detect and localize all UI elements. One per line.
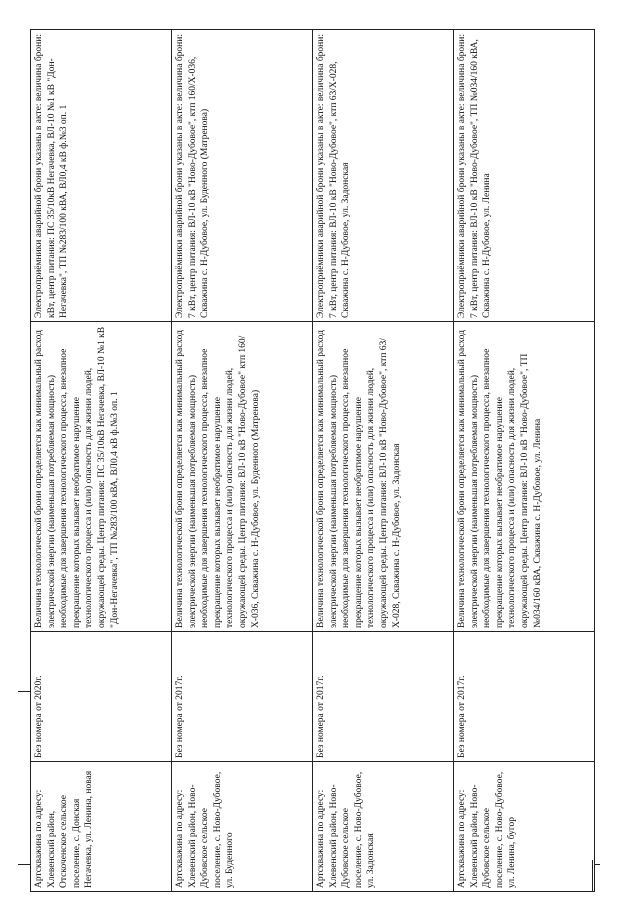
cell-emergency-reserve: Электроприёмники аварийной брони указаны в акте: величина брони: кВт, центр питания: ПС 35/10кВ Негачевка, ВЛ-10 №1 кВ "Дон-Негачевка", ТП №283/100 кВА, ВЛ0,4 кВ ф.№3 оп. 1 [31, 30, 172, 322]
cell-object: Артскважина по адресу: Хлевенский район, Отскоченское сельское поселение, с. Донская Негачевка, ул. Ленина, новая [31, 762, 172, 892]
cell-number: Без номера от 2017г. [172, 632, 313, 762]
margin-rule-2 [18, 864, 30, 865]
table-row [313, 30, 454, 892]
rotated-table-wrapper [30, 30, 594, 892]
cell-emergency-reserve: Электроприёмники аварийной брони указаны в акте: величина брони: 7 кВт, центр питания: ВЛ-10 кВ "Ново-Дубовое", ктп 63/Х-028, Скважина с. Н-Дубовое, ул. Задонская [313, 30, 454, 322]
cell-object: Артскважина по адресу: Хлевенский район, Ново-Дубовское сельское поселение, с. Ново-Дубовое, ул. Задонская [313, 762, 454, 892]
cell-tech-reserve: Величина технологической брони определяется как минимальный расход электрической энергии (наименьшая потребляемая мощность) необходимые для завершения технологического процесса, внезапное прекращение которых вызывает необратимое нарушение технологического процесса и (или) опасность для жизни людей, окружающей среды. Центр питания: ВЛ-10 кВ "Ново-Дубовое", ТП №034/160 кВА, Скважина с. Н-Дубовое, ул. Ленина [454, 322, 595, 632]
reserve-table [30, 29, 595, 892]
cell-emergency-reserve: Электроприёмники аварийной брони указаны в акте: величина брони: 7 кВт, центр питания: ВЛ-10 кВ "Ново-Дубовое", ктп 160/Х-036, Скважина с. Н-Дубовое, ул. Буденного (Матренова) [172, 30, 313, 322]
cell-tech-reserve: Величина технологической брони определяется как минимальный расход электрической энергии (наименьшая потребляемая мощность) необходимые для завершения технологического процесса, внезапное прекращение которых вызывает необратимое нарушение технологического процесса и (или) опасность для жизни людей, окружающей среды. Центр питания: ВЛ-10 кВ "Ново-Дубовое", ктп 63/Х-028, Скважина с. Н-Дубовое, ул. Задонская [313, 322, 454, 632]
cell-tech-reserve: Величина технологической брони определяется как минимальный расход электрической энергии (наименьшая потребляемая мощность) необходимые для завершения технологического процесса, внезапное прекращение которых вызывает необратимое нарушение технологического процесса и (или) опасность для жизни людей, окружающей среды. Центр питания: ВЛ-10 кВ "Ново-Дубовое" ктп 160/Х-036, Скважина с. Н-Дубовое, ул. Буденного (Матренова) [172, 322, 313, 632]
cell-number: Без номера от 2020г. [31, 632, 172, 762]
cell-number: Без номера от 2017г. [454, 632, 595, 762]
table-row [172, 30, 313, 892]
table-row [31, 30, 172, 892]
cell-object: Артскважина по адресу: Хлевенский район, Ново-Дубовское сельское поселение, с. Ново-Дубовое, ул. Буденного [172, 762, 313, 892]
cell-emergency-reserve: Электроприёмники аварийной брони указаны в акте: величина брони: 7 кВт, центр питания: ВЛ-10 кВ "Ново-Дубовое", ТП №034/160 кВА, Скважина с. Н-Дубовое, ул. Ленина [454, 30, 595, 322]
table-row [454, 30, 595, 892]
cell-tech-reserve: Величина технологической брони определяется как минимальный расход электрической энергии (наименьшая потребляемая мощность) необходимые для завершения технологического процесса, внезапное прекращение которых вызывает необратимое нарушение технологического процесса и (или) опасность для жизни людей, окружающей среды. Центр питания: ПС 35/10кВ Негачевка, ВЛ-10 №1 кВ "Дон-Негачевка", ТП №283/100 кВА, ВЛ0,4 кВ ф.№3 оп. 1 [31, 322, 172, 632]
margin-rule-1 [18, 691, 30, 692]
cell-object: Артскважина по адресу: Хлевенский район, Ново-Дубовское сельское поселение, с. Ново-Дубовое, ул. Ленина, бугор [454, 762, 595, 892]
cell-number: Без номера от 2017г. [313, 632, 454, 762]
